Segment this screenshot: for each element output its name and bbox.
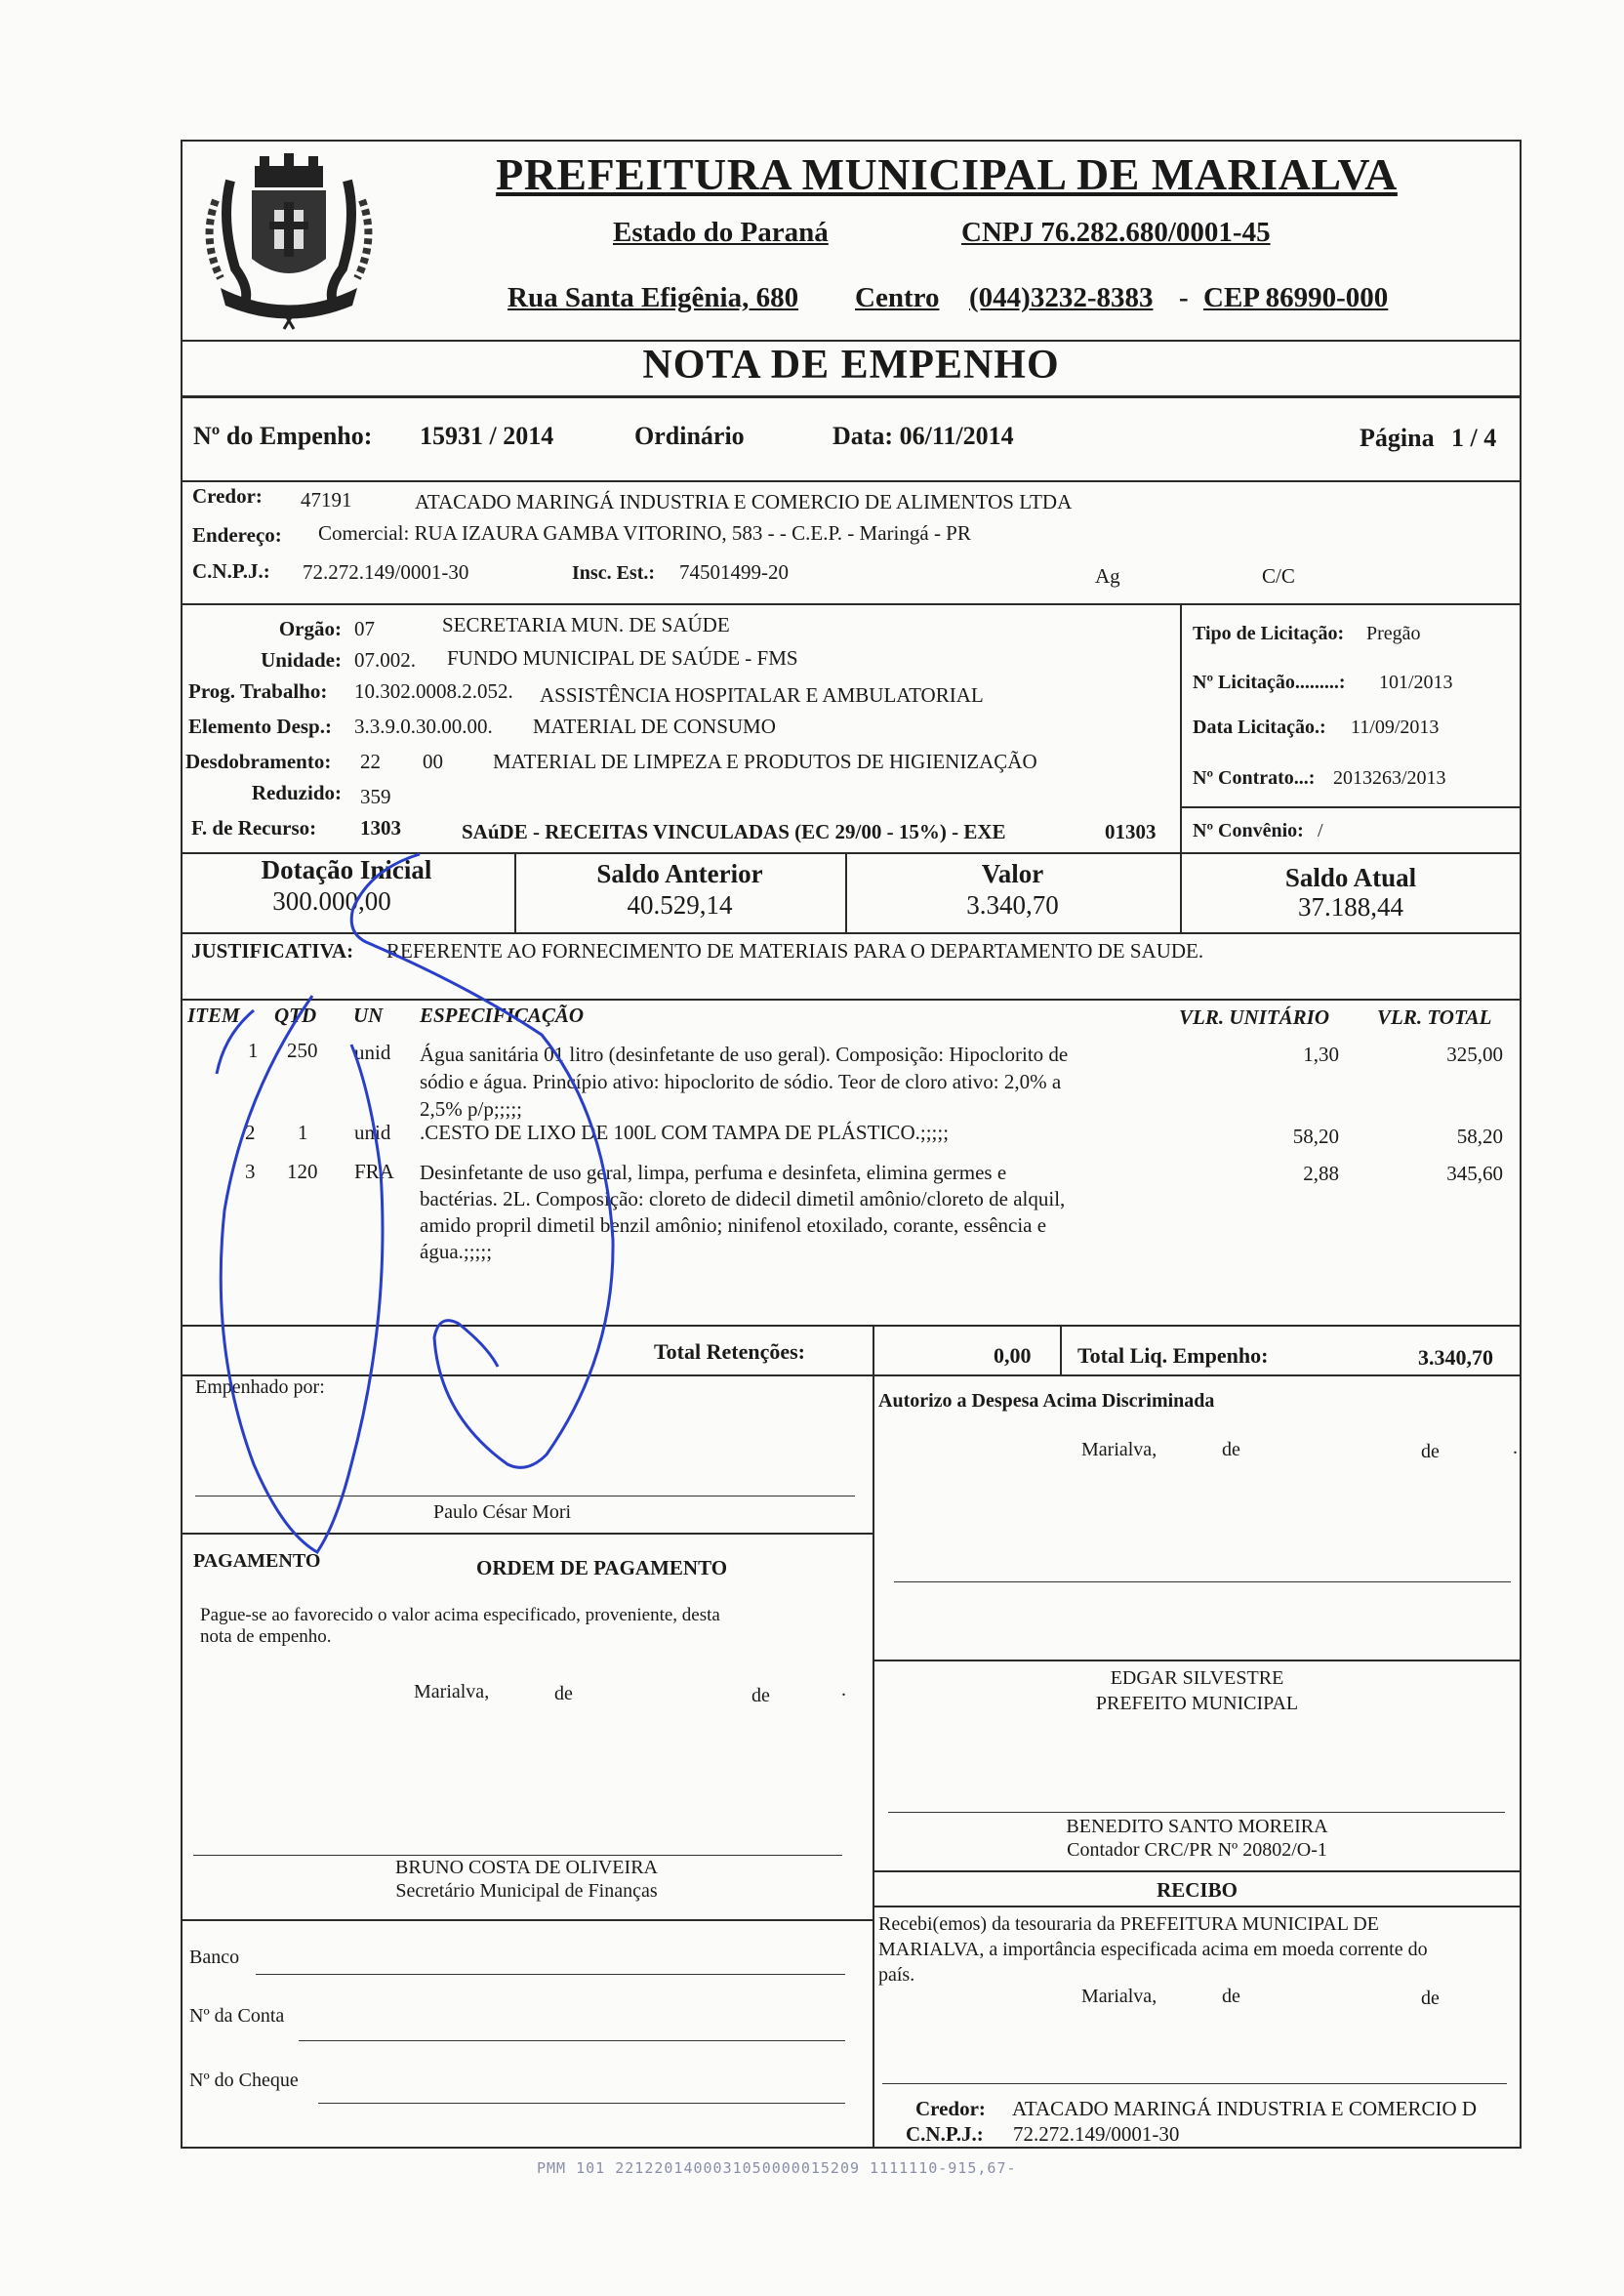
item-unit-price: 1,30 xyxy=(1303,1043,1339,1066)
pagamento-label: PAGAMENTO xyxy=(193,1550,321,1572)
recibo-label: RECIBO xyxy=(1157,1878,1238,1902)
credor-name: ATACADO MARINGÁ INDUSTRIA E COMERCIO DE ALIMENTOS LTDA xyxy=(415,490,1073,513)
divider xyxy=(1180,603,1182,853)
item-total: 325,00 xyxy=(1446,1043,1503,1066)
item-number: 1 xyxy=(248,1039,259,1062)
item-description-line: Desinfetante de uso geral, limpa, perfuma e desinfeta, elimina germes e xyxy=(420,1161,1007,1184)
justificativa-label: JUSTIFICATIVA: xyxy=(191,939,354,963)
saldo-anterior-label: Saldo Anterior xyxy=(596,859,763,888)
orgao-name: SECRETARIA MUN. DE SAÚDE xyxy=(442,613,730,636)
item-description-line: Água sanitária 01 litro (desinfetante de uso geral). Composição: Hipoclorito de xyxy=(420,1043,1069,1066)
district-header: Centro xyxy=(855,282,940,313)
convenio-label: Nº Convênio: xyxy=(1193,820,1304,841)
contrato-label: Nº Contrato...: xyxy=(1193,767,1316,789)
cep-header: CEP 86990-000 xyxy=(1203,282,1389,313)
item-description-line: sódio e água. Princípio ativo: hipoclorito de sódio. Teor de cloro ativo: 2,0% a xyxy=(420,1070,1062,1093)
divider xyxy=(873,1374,874,2149)
convenio-number: / xyxy=(1318,820,1323,841)
autorizo-de-1: de xyxy=(1222,1439,1240,1460)
item-unit-price: 58,20 xyxy=(1292,1125,1339,1148)
item-total: 58,20 xyxy=(1456,1125,1503,1148)
unit-col-header: VLR. UNITÁRIO xyxy=(1179,1005,1330,1029)
qtd-col-header: QTD xyxy=(274,1004,317,1027)
item-qtd: 250 xyxy=(287,1039,318,1062)
total-liquido-label: Total Liq. Empenho: xyxy=(1077,1343,1269,1368)
espec-col-header: ESPECIFICAÇÃO xyxy=(420,1004,585,1027)
saldo-atual-value: 37.188,44 xyxy=(1298,892,1403,922)
contador-role: Contador CRC/PR Nº 20802/O-1 xyxy=(1067,1839,1327,1861)
prog-name: ASSISTÊNCIA HOSPITALAR E AMBULATORIAL xyxy=(540,683,984,707)
empenhado-name: Paulo César Mori xyxy=(433,1501,572,1523)
item-unit-type: unid xyxy=(354,1121,391,1144)
fonte-name: SAúDE - RECEITAS VINCULADAS (EC 29/00 - 15%) - EXE xyxy=(462,820,1006,843)
credor-ie: 74501499-20 xyxy=(679,560,789,584)
item-description xyxy=(420,1041,1068,1123)
prog-code: 10.302.0008.2.052. xyxy=(354,679,513,703)
retencoes-label: Total Retenções: xyxy=(654,1339,805,1364)
item-number: 2 xyxy=(245,1121,256,1144)
signature-line xyxy=(193,1855,842,1856)
item-description-line: bactérias. 2L. Composição: cloreto de didecil dimetil amônio/cloreto de alquil, xyxy=(420,1187,1066,1210)
item-description-line: .CESTO DE LIXO DE 100L COM TAMPA DE PLÁSTICO.;;;;; xyxy=(420,1121,950,1144)
pagamento-text-line: nota de empenho. xyxy=(200,1626,332,1647)
unidade-label: Unidade: xyxy=(261,648,342,672)
banco-label: Banco xyxy=(189,1947,240,1968)
empenho-date: Data: 06/11/2014 xyxy=(832,422,1014,450)
conta-label: Nº da Conta xyxy=(189,2005,285,2027)
autorizo-dot: . xyxy=(1513,1437,1518,1458)
licitacao-num: 101/2013 xyxy=(1379,672,1453,693)
cheque-label: Nº do Cheque xyxy=(189,2070,299,2091)
un-col-header: UN xyxy=(353,1004,384,1027)
divider xyxy=(873,1660,1522,1661)
divider xyxy=(1060,1325,1062,1376)
footer-credor-label: Credor: xyxy=(915,2097,986,2120)
page-label: Página xyxy=(1360,424,1435,452)
header-separator: - xyxy=(1179,282,1189,313)
machine-stamp: PMM 101 2212201400031050000015209 1111110-915,67- xyxy=(537,2159,1017,2177)
saldo-anterior-value: 40.529,14 xyxy=(627,890,733,920)
total-liquido-value: 3.340,70 xyxy=(1418,1345,1493,1370)
elemento-code: 3.3.9.0.30.00.00. xyxy=(354,715,493,738)
divider xyxy=(181,1919,873,1921)
item-col-header: ITEM xyxy=(187,1004,240,1027)
item-description-line: amido propril dimetil benzil amônio; ninifenol etoxilado, corante, essência e xyxy=(420,1213,1047,1237)
divider xyxy=(1180,806,1522,808)
secretario-name: BRUNO COSTA DE OLIVEIRA xyxy=(395,1857,658,1878)
divider xyxy=(181,480,1522,482)
desdobramento-code-2: 00 xyxy=(423,750,443,773)
desdobramento-name: MATERIAL DE LIMPEZA E PRODUTOS DE HIGIENIZAÇÃO xyxy=(493,750,1037,773)
signature-line xyxy=(888,1812,1505,1813)
unidade-code: 07.002. xyxy=(354,648,416,672)
autorizo-de-2: de xyxy=(1421,1441,1440,1462)
prog-label: Prog. Trabalho: xyxy=(188,679,328,703)
fonte-number: 01303 xyxy=(1105,820,1157,843)
divider xyxy=(181,603,1522,605)
total-col-header: VLR. TOTAL xyxy=(1377,1005,1492,1029)
item-unit-type: unid xyxy=(354,1041,391,1064)
divider xyxy=(873,1906,1522,1907)
divider xyxy=(181,395,1522,398)
contador-name: BENEDITO SANTO MOREIRA xyxy=(1066,1816,1328,1837)
divider xyxy=(181,1325,1522,1327)
document-title: NOTA DE EMPENHO xyxy=(642,343,1060,388)
credor-address: Comercial: RUA IZAURA GAMBA VITORINO, 583 - - C.E.P. - Maringá - PR xyxy=(318,521,971,545)
divider xyxy=(181,1533,873,1535)
footer-cnpj-label: C.N.P.J.: xyxy=(906,2122,984,2146)
coat-of-arms-logo xyxy=(191,142,386,332)
recibo-de-1: de xyxy=(1222,1986,1240,2007)
address-header: Rua Santa Efigênia, 680 xyxy=(508,282,799,313)
cheque-field-line[interactable] xyxy=(318,2103,845,2104)
item-description xyxy=(420,1121,949,1145)
desdobramento-code-1: 22 xyxy=(360,750,381,773)
justificativa-text: REFERENTE AO FORNECIMENTO DE MATERIAIS PARA O DEPARTAMENTO DE SAUDE. xyxy=(386,939,1204,963)
state-label: Estado do Paraná xyxy=(613,217,829,248)
recibo-text-line: país. xyxy=(878,1964,915,1986)
empenhado-por-label: Empenhado por: xyxy=(195,1376,325,1398)
item-unit-price: 2,88 xyxy=(1303,1162,1339,1185)
divider xyxy=(181,999,1522,1001)
pagamento-de-2: de xyxy=(751,1685,770,1706)
item-qtd: 1 xyxy=(298,1121,308,1144)
cc-label: C/C xyxy=(1262,564,1295,588)
pagamento-dot: . xyxy=(841,1679,846,1701)
divider xyxy=(181,1374,1522,1376)
valor-label: Valor xyxy=(981,859,1044,888)
divider xyxy=(181,852,1522,854)
ag-label: Ag xyxy=(1095,564,1120,588)
licitacao-data-label: Data Licitação.: xyxy=(1193,717,1326,738)
licitacao-tipo: Pregão xyxy=(1366,623,1421,644)
item-unit-type: FRA xyxy=(354,1160,394,1183)
licitacao-data: 11/09/2013 xyxy=(1351,717,1440,738)
conta-field-line[interactable] xyxy=(299,2040,845,2041)
licitacao-tipo-label: Tipo de Licitação: xyxy=(1193,623,1345,644)
elemento-name: MATERIAL DE CONSUMO xyxy=(533,715,776,738)
banco-field-line[interactable] xyxy=(256,1974,845,1975)
item-qtd: 120 xyxy=(287,1160,318,1183)
empenho-number: 15931 / 2014 xyxy=(420,422,554,450)
prefeito-role: PREFEITO MUNICIPAL xyxy=(1095,1693,1299,1714)
divider xyxy=(873,1870,1522,1872)
licitacao-num-label: Nº Licitação.........: xyxy=(1193,672,1346,693)
fonte-label: F. de Recurso: xyxy=(191,816,317,840)
pagamento-city: Marialva, xyxy=(414,1681,490,1702)
pagamento-text-line: Pague-se ao favorecido o valor acima especificado, proveniente, desta xyxy=(200,1605,720,1625)
dotacao-value: 300.000,00 xyxy=(272,886,391,916)
autorizo-label: Autorizo a Despesa Acima Discriminada xyxy=(878,1390,1215,1412)
footer-cnpj: 72.272.149/0001-30 xyxy=(1013,2122,1180,2146)
secretario-role: Secretário Municipal de Finanças xyxy=(395,1880,658,1902)
item-description-line: 2,5% p/p;;;;; xyxy=(420,1097,522,1121)
item-total: 345,60 xyxy=(1446,1162,1503,1185)
ie-label: Insc. Est.: xyxy=(572,562,656,584)
address-label: Endereço: xyxy=(192,523,282,547)
item-description xyxy=(420,1160,1132,1265)
fonte-code: 1303 xyxy=(360,816,401,840)
cnpj-label: C.N.P.J.: xyxy=(192,559,270,583)
empenho-type: Ordinário xyxy=(634,422,745,450)
recibo-de-2: de xyxy=(1421,1988,1440,2009)
signature-line xyxy=(882,2083,1507,2084)
credor-label: Credor: xyxy=(192,484,263,508)
page-number: 1 / 4 xyxy=(1451,424,1497,452)
phone-header: (044)3232-8383 xyxy=(969,282,1154,313)
autorizo-city: Marialva, xyxy=(1081,1439,1157,1460)
reduzido-code: 359 xyxy=(360,785,391,808)
credor-code: 47191 xyxy=(301,488,352,512)
item-number: 3 xyxy=(245,1160,256,1183)
retencoes-value: 0,00 xyxy=(994,1343,1032,1368)
credor-cnpj: 72.272.149/0001-30 xyxy=(303,560,469,584)
desdobramento-label: Desdobramento: xyxy=(185,750,332,773)
empenho-number-label: Nº do Empenho: xyxy=(193,422,373,450)
reduzido-label: Reduzido: xyxy=(251,781,342,804)
contrato-number: 2013263/2013 xyxy=(1333,767,1446,789)
ordem-pagamento-label: ORDEM DE PAGAMENTO xyxy=(476,1556,728,1579)
cnpj-header: CNPJ 76.282.680/0001-45 xyxy=(961,217,1271,248)
saldo-atual-label: Saldo Atual xyxy=(1284,863,1417,892)
recibo-text-line: MARIALVA, a importância especificada acima em moeda corrente do xyxy=(878,1939,1428,1960)
item-description-line: água.;;;;; xyxy=(420,1240,493,1263)
unidade-name: FUNDO MUNICIPAL DE SAÚDE - FMS xyxy=(447,646,798,670)
dotacao-label: Dotação Inicial xyxy=(261,855,432,884)
recibo-city: Marialva, xyxy=(1081,1986,1157,2007)
prefeito-name: EDGAR SILVESTRE xyxy=(1110,1667,1284,1689)
footer-credor-name: ATACADO MARINGÁ INDUSTRIA E COMERCIO D xyxy=(1012,2097,1478,2120)
elemento-label: Elemento Desp.: xyxy=(188,715,332,738)
orgao-code: 07 xyxy=(354,617,375,640)
pagamento-de-1: de xyxy=(554,1683,573,1704)
recibo-text-line: Recebi(emos) da tesouraria da PREFEITURA MUNICIPAL DE xyxy=(878,1913,1379,1935)
valor-value: 3.340,70 xyxy=(966,890,1059,920)
divider xyxy=(181,932,1522,934)
divider xyxy=(873,1325,874,1376)
page-title: PREFEITURA MUNICIPAL DE MARIALVA xyxy=(496,149,1398,199)
orgao-label: Orgão: xyxy=(278,617,342,640)
signature-line xyxy=(894,1581,1511,1582)
